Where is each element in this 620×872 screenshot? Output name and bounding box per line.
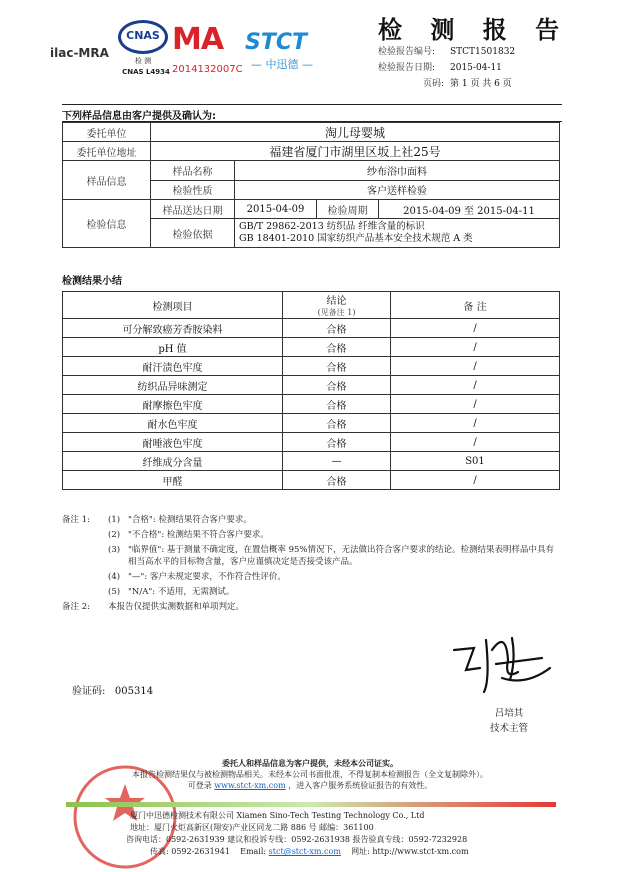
stct-logo [245, 30, 335, 72]
cnas-logo [116, 18, 170, 84]
remarks-section [62, 514, 562, 616]
fax: 传真: 0592-2631941 [150, 847, 230, 856]
table-row [63, 319, 560, 338]
signatory-title: 技术主管 [489, 723, 528, 734]
row-item: pH 值 [63, 338, 283, 357]
ilac-logo-text: ilac-MRA [50, 46, 109, 60]
col-item-header: 检测项目 [63, 292, 283, 319]
inspection-info-label: 检验信息 [63, 200, 151, 248]
inspection-period-value: 2015-04-09 至 2015-04-11 [379, 200, 560, 219]
remark-item [62, 514, 562, 526]
sample-name-label: 样品名称 [151, 161, 235, 181]
page-number-row [378, 76, 512, 89]
sample-info-label: 样品信息 [63, 161, 151, 200]
footer [0, 758, 620, 791]
note2-text: 本报告仅提供实测数据和单项判定。 [108, 602, 245, 612]
sample-name-row [63, 161, 560, 181]
cma-logo [172, 22, 243, 82]
ilac-mra-logo [50, 28, 112, 72]
company-name: 厦门中迅德检测技术有限公司 Xiamen Sino-Tech Testing Technology Co., Ltd [130, 811, 425, 820]
results-table [62, 291, 560, 490]
remark-item [62, 529, 562, 541]
col-conclusion-header [283, 292, 391, 319]
email-label: Email: [240, 847, 267, 856]
stct-sub-text: — 中迅德 — [251, 58, 313, 71]
address-value: 福建省厦门市湖里区坂上社25号 [151, 142, 560, 161]
row-item: 耐汗渍色牢度 [63, 357, 283, 376]
results-header-row [63, 292, 560, 319]
report-number-value: STCT1501832 [450, 47, 516, 57]
company-address: 地址：厦门火炬高新区(翔安)产业区同龙二路 886 号 邮编：361100 [130, 823, 374, 832]
delivery-date-value: 2015-04-09 [235, 200, 317, 219]
col-conclusion-title: 结论 [326, 296, 347, 307]
sample-name-value: 纱布浴巾面料 [235, 161, 560, 181]
table-row [63, 338, 560, 357]
row-item: 耐摩擦色牢度 [63, 395, 283, 414]
cnas-sub-text: 检 测 [134, 57, 152, 65]
handwritten-signature-icon [446, 620, 556, 702]
row-remark: / [391, 395, 560, 414]
footer-url-prefix: 可登录 [187, 781, 212, 790]
note1-label: 备注 1: [62, 515, 90, 525]
cnas-logo-text: CNAS [126, 29, 160, 42]
page-number-value: 第 1 页 共 6 页 [450, 79, 512, 89]
footer-line-3 [0, 780, 620, 791]
row-item: 纺织品异味测定 [63, 376, 283, 395]
row-remark: / [391, 414, 560, 433]
inspection-basis-value [235, 219, 560, 248]
remark-num: (1) [108, 515, 121, 525]
remark-item [62, 571, 562, 583]
company-contact [90, 846, 560, 858]
row-item: 甲醛 [63, 471, 283, 490]
remark-item [62, 544, 562, 568]
row-conclusion: — [283, 452, 391, 471]
sample-info-heading: 下列样品信息由客户提供及确认为: [62, 111, 216, 122]
table-row [63, 414, 560, 433]
report-number-row [378, 44, 515, 57]
row-remark: / [391, 319, 560, 338]
row-item: 纤维成分含量 [63, 452, 283, 471]
col-remark-header: 备 注 [391, 292, 560, 319]
remark-text: "不合格": 检测结果不符合客户要求。 [128, 530, 269, 540]
ma-number: 2014132007C [172, 64, 243, 75]
row-remark: S01 [391, 452, 560, 471]
table-row [63, 395, 560, 414]
inspection-period-label: 检验周期 [317, 200, 379, 219]
inspection-basis-label: 检验依据 [151, 219, 235, 248]
footer-color-bar [66, 802, 556, 807]
remark-text: "N/A": 不适用，无需测试。 [128, 587, 235, 597]
row-conclusion: 合格 [283, 433, 391, 452]
stct-logo-text: STCT [245, 30, 308, 55]
report-number-label: 检验报告编号: [378, 47, 436, 57]
footer-line-2: 本报告检测结果仅与被检测物品相关。未经本公司书面批准，不得复制本检测报告（全文复制除外）。 [132, 770, 488, 779]
report-date-row [378, 60, 502, 73]
results-heading: 检测结果小结 [62, 276, 122, 287]
table-row [63, 452, 560, 471]
remark-text: "合格": 检测结果符合客户要求。 [128, 515, 252, 525]
company-info [90, 810, 560, 858]
company-phones: 咨询电话：0592-2631939 建议和投诉专线：0592-2631938 报告验真专线：0592-7232928 [126, 835, 468, 844]
web-link[interactable]: http://www.stct-xm.com [372, 847, 469, 856]
ma-logo-text: MA [172, 22, 224, 57]
row-item: 耐唾液色牢度 [63, 433, 283, 452]
col-conclusion-note: (见备注 1) [317, 308, 356, 317]
row-item: 可分解致癌芳香胺染料 [63, 319, 283, 338]
verification-code [72, 682, 153, 697]
verification-label: 验证码: [72, 686, 106, 697]
remark-item [62, 586, 562, 598]
sample-info-table [62, 122, 560, 248]
header-divider [62, 104, 562, 105]
delivery-date-label: 样品送达日期 [151, 200, 235, 219]
remark-num: (5) [108, 587, 121, 597]
email-link[interactable]: stct@stct-xm.com [268, 847, 341, 856]
client-value: 淘儿母婴城 [151, 123, 560, 142]
row-conclusion: 合格 [283, 319, 391, 338]
remark-num: (4) [108, 572, 121, 582]
table-row [63, 357, 560, 376]
remark-text: "临界值": 基于测量不确定度，在置信概率 95%情况下，无法做出符合客户要求的结论。检测结果表明样品中具有相当高水平的目标物含量，客户应谨慎决定是否接受该产品。 [128, 545, 554, 567]
address-label: 委托单位地址 [63, 142, 151, 161]
row-remark: / [391, 357, 560, 376]
row-conclusion: 合格 [283, 376, 391, 395]
footer-line-1: 委托人和样品信息为客户提供，未经本公司证实。 [222, 758, 398, 768]
table-row [63, 433, 560, 452]
row-conclusion: 合格 [283, 395, 391, 414]
inspection-basis-line: GB/T 29862-2013 纺织品 纤维含量的标识 [239, 221, 425, 232]
row-conclusion: 合格 [283, 357, 391, 376]
row-remark: / [391, 471, 560, 490]
table-row [63, 376, 560, 395]
delivery-date-row [63, 200, 560, 219]
table-row [63, 471, 560, 490]
remark-text: "—": 客户未规定要求，不作符合性评价。 [128, 572, 286, 582]
row-remark: / [391, 338, 560, 357]
remark-num: (3) [108, 545, 121, 555]
row-conclusion: 合格 [283, 338, 391, 357]
inspection-nature-label: 检验性质 [151, 180, 235, 200]
row-conclusion: 合格 [283, 471, 391, 490]
row-item: 耐水色牢度 [63, 414, 283, 433]
remark-item [62, 601, 562, 613]
web-label: 网址: [351, 847, 370, 856]
report-date-label: 检验报告日期: [378, 63, 436, 73]
signatory [474, 706, 544, 736]
report-title: 检 测 报 告 [378, 15, 570, 44]
row-remark: / [391, 433, 560, 452]
address-row [63, 142, 560, 161]
row-remark: / [391, 376, 560, 395]
verify-url-link[interactable]: www.stct-xm.com [214, 781, 286, 790]
cnas-number: CNAS L4934 [122, 68, 170, 76]
verification-value: 005314 [114, 686, 154, 697]
report-date-value: 2015-04-11 [450, 63, 502, 73]
inspection-nature-value: 客户送样检验 [235, 180, 560, 200]
note2-label: 备注 2: [62, 602, 90, 612]
client-label: 委托单位 [63, 123, 151, 142]
footer-url-suffix: ，进入客户服务系统验证报告的有效性。 [288, 781, 433, 790]
page-number-label: 页码: [422, 79, 444, 89]
inspection-basis-line: GB 18401-2010 国家纺织产品基本安全技术规范 A 类 [239, 233, 473, 244]
remark-num: (2) [108, 530, 121, 540]
row-conclusion: 合格 [283, 414, 391, 433]
client-row [63, 123, 560, 142]
signatory-name: 吕培其 [494, 708, 524, 719]
